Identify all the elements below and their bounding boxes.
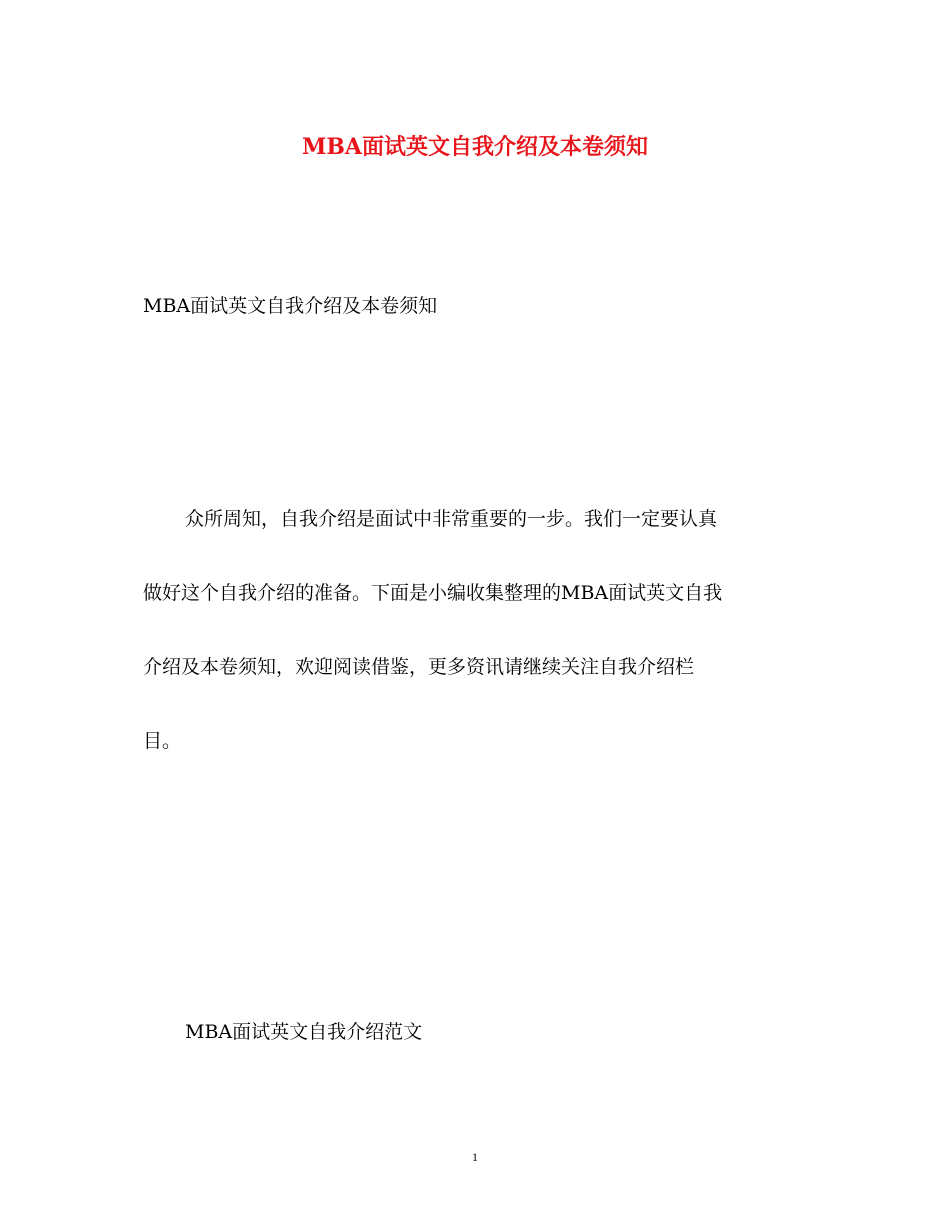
page-number: 1 — [472, 1150, 478, 1164]
document-subheading: MBA面试英文自我介绍及本卷须知 — [143, 295, 438, 317]
intro-line-4: 目。 — [143, 730, 182, 752]
intro-line-1: 众所周知，自我介绍是面试中非常重要的一步。我们一定要认真 — [185, 508, 718, 530]
section-heading: MBA面试英文自我介绍范文 — [185, 1021, 423, 1043]
document-title: MBA面试英文自我介绍及本卷须知 — [301, 134, 649, 160]
intro-line-3: 介绍及本卷须知，欢迎阅读借鉴，更多资讯请继续关注自我介绍栏 — [143, 656, 695, 678]
intro-paragraph — [143, 505, 803, 801]
intro-line-2: 做好这个自我介绍的准备。下面是小编收集整理的MBA面试英文自我 — [143, 582, 723, 604]
